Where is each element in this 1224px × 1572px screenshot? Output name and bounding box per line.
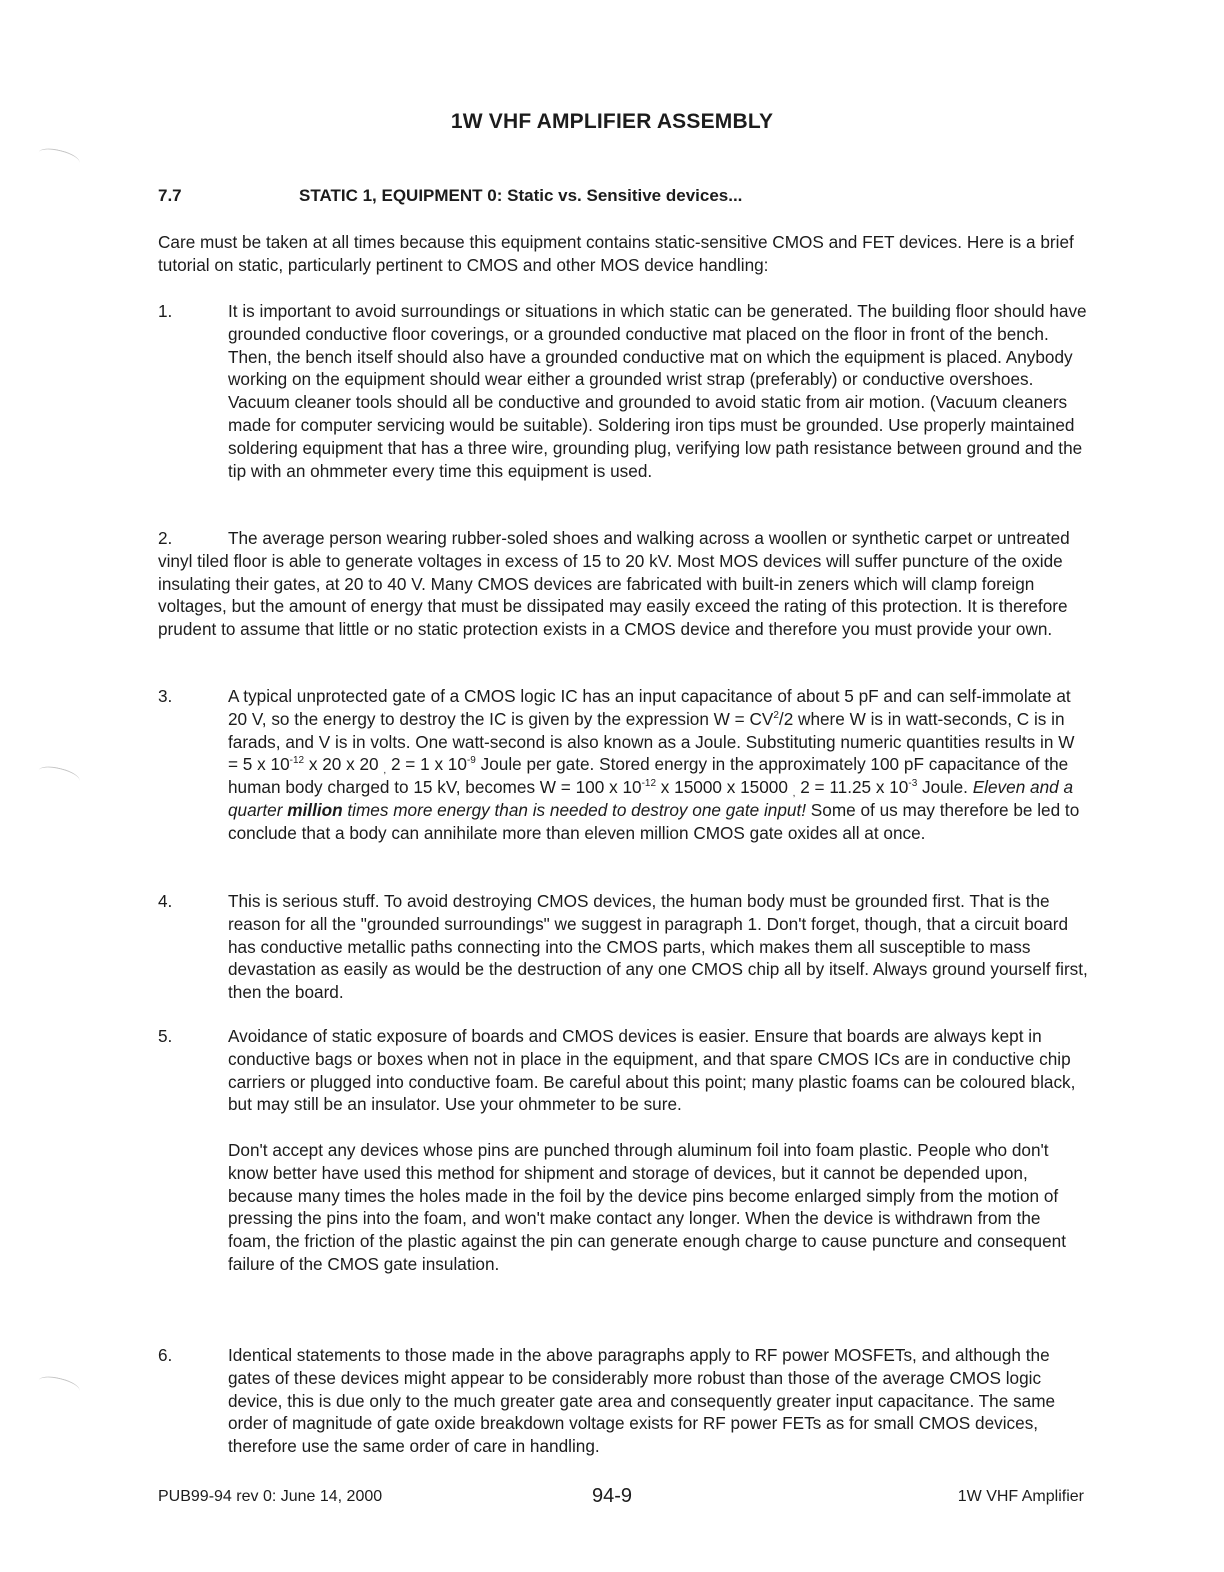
text-run: x 15000 x 15000 [656,777,793,798]
item-text: Avoidance of static exposure of boards and CMOS devices is easier. Ensure that boards are always kept in conductive bags or boxes when not in place in the equipment, and that spare CMOS ICs are in conductive chip carriers or plugged into conductive foam. Be careful about this point; many plastic foams can be coloured black, but may still be an insulator. Use your ohmmeter to be sure. [228,1026,1076,1115]
page-footer [158,1486,1084,1512]
section-number: 7.7 [158,186,182,205]
page-number: 94-9 [592,1485,633,1507]
scan-mark [37,145,81,170]
superscript: 2 [773,709,779,721]
emphasis-bold: million [287,799,343,820]
item-text: The average person wearing rubber-soled shoes and walking across a woollen or synthetic carpet or untreated vinyl tiled floor is able to generate voltages in excess of 15 to 20 kV. Most MOS devices will suffer puncture of the oxide insulating their gates, at 20 to 40 V. Many CMOS devices are fabricated with built-in zeners which will clamp foreign voltages, but the amount of energy that must be dissipated may easily exceed the rating of this protection. It is therefore prudent to assume that little or no static protection exists in a CMOS device and therefore you must provide your own. [158,528,1070,640]
item-text [228,685,1088,845]
item-text: Identical statements to those made in the above paragraphs apply to RF power MOSFETs, and although the gates of these devices might appear to be considerably more robust than those of the average CMOS logic device, this is due only to the much greater gate area and consequently greater input capacitance. The same order of magnitude of gate oxide breakdown voltage exists for RF power FETs as for small CMOS devices, therefore use the same order of care in handling. [228,1345,1056,1457]
text-run: 2 = 11.25 x 10 [795,777,909,798]
emphasis-run: times more energy than is needed to destroy one gate input! [342,799,807,820]
superscript: -9 [466,755,476,767]
subscript: , [792,788,796,800]
text-run: Some of us may therefore be led to conclude that a body can annihilate more than eleven million CMOS gate oxides all at once. [228,799,1080,843]
text-run: A typical unprotected gate of a CMOS logic IC has an input capacitance of about 5 pF and can self-immolate at 20 V, so the energy to destroy the IC is given by the expression W = CV [228,686,1071,729]
item-number: 2. [158,528,173,548]
text-run: 2 = 1 x 10 [386,754,467,775]
item-text: This is serious stuff. To avoid destroying CMOS devices, the human body must be grounded first. That is the reason for all the "grounded surroundings" we suggest in paragraph 1. Don't forget, though, that a circuit board has conductive metallic paths connecting into the CMOS parts, which makes them all susceptible to mass devastation as easily as would be the destruction of any one CMOS chip all by itself. Always ground yourself first, then the board. [228,891,1088,1003]
item-number: 6. [158,1345,173,1365]
scan-mark [37,1373,81,1398]
item-subparagraph: Don't accept any devices whose pins are punched through aluminum foil into foam plastic. People who don't know better have used this method for shipment and storage of devices, but it cannot be depended upon, because many times the holes made in the foil by the device pins become enlarged simply from the motion of pressing the pins into the foam, and won't make contact any longer. When the device is withdrawn from the foam, the friction of the plastic against the pin can generate enough charge to cause puncture and consequent failure of the CMOS gate insulation. [228,1139,1066,1274]
superscript: -3 [908,778,918,790]
list-item-3 [158,685,1088,845]
item-number: 4. [158,891,173,911]
footer-publication: PUB99-94 rev 0: June 14, 2000 [158,1488,383,1505]
footer-title: 1W VHF Amplifier [957,1488,1084,1505]
item-text: It is important to avoid surroundings or situations in which static can be generated. The building floor should have grounded conductive floor coverings, or a grounded conductive mat placed on the floor in front of the bench. Then, the bench itself should also have a grounded conductive mat on which the equipment is placed. Anybody working on the equipment should wear either a grounded wrist strap (preferably) or conductive overshoes. Vacuum cleaner tools should all be conductive and grounded to avoid static from air motion. (Vacuum cleaners made for computer servicing would be suitable). Soldering iron tips must be grounded. Use properly maintained soldering equipment that has a three wire, grounding plug, verifying low path resistance between ground and the tip with an ohmmeter every time this equipment is used. [228,301,1087,481]
text-run: /2 where W is in watt-seconds, C is in farads, and V is in volts. One watt-second is also known as a Joule. Substituting numeric quantities results in W = 5 x 10 [228,708,1075,775]
page-title: 1W VHF AMPLIFIER ASSEMBLY [450,110,774,133]
subscript: , [383,765,387,777]
list-item-6 [158,1344,1088,1458]
superscript: -12 [641,778,657,790]
scan-mark [37,763,81,788]
list-item-5 [158,1025,1088,1276]
list-item-2 [158,527,1088,641]
text-run: x 20 x 20 [304,754,384,775]
text-run: Joule per gate. Stored energy in the approximately 100 pF capacitance of the human body charged to 15 kV, becomes W = 100 x 10 [228,754,1069,798]
item-number: 5. [158,1026,173,1046]
list-item-4 [158,890,1088,1004]
emphasis-run: Eleven and a quarter [228,777,1074,820]
list-item-1 [158,300,1088,482]
intro-paragraph: Care must be taken at all times because this equipment contains static-sensitive CMOS and FET devices. Here is a brief tutorial on static, particularly pertinent to CMOS and other MOS device handling: [158,232,1074,275]
section-title: STATIC 1, EQUIPMENT 0: Static vs. Sensitive devices... [299,186,743,205]
text-run: Joule. [917,777,973,798]
superscript: -12 [289,755,305,767]
item-number: 1. [158,301,173,321]
item-number: 3. [158,686,173,706]
